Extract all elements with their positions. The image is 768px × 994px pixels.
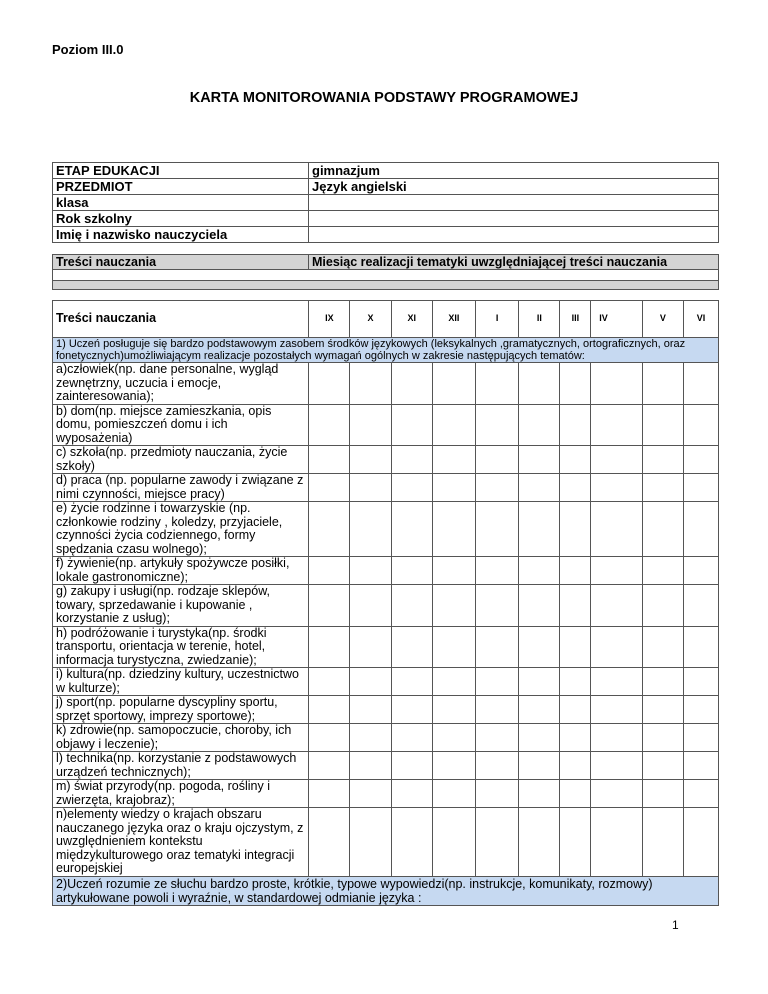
month-cell[interactable] xyxy=(309,363,350,405)
month-cell[interactable] xyxy=(350,780,391,808)
monitoring-table xyxy=(52,300,719,906)
month-header: VI xyxy=(683,301,718,338)
month-cell[interactable] xyxy=(683,474,718,502)
topic-text: d) praca (np. popularne zawody i związane z nimi czynności, miejsce pracy) xyxy=(53,474,309,502)
month-cell[interactable] xyxy=(350,363,391,405)
month-cell[interactable] xyxy=(519,363,560,405)
month-cell[interactable] xyxy=(591,502,642,557)
header-shade-bar xyxy=(53,281,719,290)
month-cell[interactable] xyxy=(476,474,519,502)
month-cell[interactable] xyxy=(642,752,683,780)
month-cell[interactable] xyxy=(519,474,560,502)
month-cell[interactable] xyxy=(683,696,718,724)
month-cell[interactable] xyxy=(309,404,350,446)
month-cell[interactable] xyxy=(560,808,591,877)
month-cell[interactable] xyxy=(519,502,560,557)
info-table xyxy=(52,162,719,243)
topic-row xyxy=(53,585,719,627)
topic-row xyxy=(53,696,719,724)
month-cell[interactable] xyxy=(432,557,475,585)
month-cell[interactable] xyxy=(642,808,683,877)
month-header: XII xyxy=(432,301,475,338)
topic-text: l) technika(np. korzystanie z podstawowych urządzeń technicznych); xyxy=(53,752,309,780)
month-cell[interactable] xyxy=(309,502,350,557)
info-row xyxy=(53,163,719,179)
document-title: KARTA MONITOROWANIA PODSTAWY PROGRAMOWEJ xyxy=(189,90,579,106)
month-cell[interactable] xyxy=(591,404,642,446)
month-cell[interactable] xyxy=(591,626,642,668)
month-cell[interactable] xyxy=(432,696,475,724)
month-cell[interactable] xyxy=(642,446,683,474)
month-cell[interactable] xyxy=(309,626,350,668)
month-cell[interactable] xyxy=(591,363,642,405)
month-cell[interactable] xyxy=(591,557,642,585)
month-cell[interactable] xyxy=(350,752,391,780)
topic-row xyxy=(53,557,719,585)
month-cell[interactable] xyxy=(683,668,718,696)
info-label: Rok szkolny xyxy=(53,211,309,227)
info-label: PRZEDMIOT xyxy=(53,179,309,195)
month-cell[interactable] xyxy=(350,724,391,752)
month-cell[interactable] xyxy=(350,626,391,668)
month-cell[interactable] xyxy=(642,557,683,585)
month-cell[interactable] xyxy=(476,724,519,752)
month-cell[interactable] xyxy=(476,502,519,557)
month-cell[interactable] xyxy=(642,668,683,696)
month-cell[interactable] xyxy=(350,446,391,474)
month-cell[interactable] xyxy=(476,696,519,724)
month-cell[interactable] xyxy=(350,668,391,696)
month-cell[interactable] xyxy=(591,446,642,474)
month-cell[interactable] xyxy=(683,446,718,474)
topic-row xyxy=(53,626,719,668)
info-label: klasa xyxy=(53,195,309,211)
month-cell[interactable] xyxy=(591,808,642,877)
month-cell[interactable] xyxy=(432,780,475,808)
month-cell[interactable] xyxy=(350,585,391,627)
topic-text: k) zdrowie(np. samopoczucie, choroby, ich objawy i leczenie); xyxy=(53,724,309,752)
month-cell[interactable] xyxy=(560,446,591,474)
month-header: V xyxy=(642,301,683,338)
month-cell[interactable] xyxy=(350,502,391,557)
info-value[interactable] xyxy=(309,195,719,211)
month-cell[interactable] xyxy=(350,808,391,877)
month-cell[interactable] xyxy=(560,502,591,557)
month-cell[interactable] xyxy=(560,585,591,627)
month-header: I xyxy=(476,301,519,338)
month-cell[interactable] xyxy=(350,696,391,724)
month-cell[interactable] xyxy=(476,363,519,405)
month-cell[interactable] xyxy=(560,363,591,405)
month-cell[interactable] xyxy=(560,752,591,780)
month-cell[interactable] xyxy=(683,557,718,585)
topic-text: h) podróżowanie i turystyka(np. środki transportu, orientacja w terenie, hotel, informacja turystyczna, zwiedzanie); xyxy=(53,626,309,668)
month-cell[interactable] xyxy=(391,696,432,724)
month-cell[interactable] xyxy=(476,808,519,877)
info-row xyxy=(53,195,719,211)
topic-text: n)elementy wiedzy o krajach obszaru nauczanego języka oraz o kraju ojczystym, z uwzględnieniem kontekstu międzykulturowego oraz tematyki integracji europejskiej xyxy=(53,808,309,877)
month-cell[interactable] xyxy=(642,724,683,752)
month-cell[interactable] xyxy=(432,724,475,752)
info-row xyxy=(53,227,719,243)
month-header: III xyxy=(560,301,591,338)
header-table xyxy=(52,254,719,290)
month-cell[interactable] xyxy=(432,668,475,696)
topic-text: j) sport(np. popularne dyscypliny sportu, sprzęt sportowy, imprezy sportowe); xyxy=(53,696,309,724)
month-cell[interactable] xyxy=(476,585,519,627)
month-cell[interactable] xyxy=(519,446,560,474)
month-cell[interactable] xyxy=(642,363,683,405)
info-row xyxy=(53,211,719,227)
level-label: Poziom III.0 xyxy=(52,42,124,57)
month-cell[interactable] xyxy=(391,557,432,585)
page-number: 1 xyxy=(672,918,679,932)
month-cell[interactable] xyxy=(309,557,350,585)
topic-row xyxy=(53,668,719,696)
month-cell[interactable] xyxy=(519,724,560,752)
topic-row xyxy=(53,474,719,502)
month-cell[interactable] xyxy=(350,474,391,502)
month-cell[interactable] xyxy=(591,585,642,627)
topic-text: c) szkoła(np. przedmioty nauczania, życie szkoły) xyxy=(53,446,309,474)
month-cell[interactable] xyxy=(432,626,475,668)
month-cell[interactable] xyxy=(591,696,642,724)
month-cell[interactable] xyxy=(309,474,350,502)
topic-text: b) dom(np. miejsce zamieszkania, opis domu, pomieszczeń domu i ich wyposażenia) xyxy=(53,404,309,446)
month-cell[interactable] xyxy=(309,668,350,696)
month-cell[interactable] xyxy=(391,404,432,446)
month-header: II xyxy=(519,301,560,338)
month-cell[interactable] xyxy=(350,557,391,585)
content-column-header: Treści nauczania xyxy=(53,301,309,338)
month-cell[interactable] xyxy=(391,474,432,502)
topic-text: g) zakupy i usługi(np. rodzaje sklepów, towary, sprzedawanie i kupowanie , korzystanie z usług); xyxy=(53,585,309,627)
month-cell[interactable] xyxy=(432,585,475,627)
month-cell[interactable] xyxy=(391,626,432,668)
month-cell[interactable] xyxy=(519,808,560,877)
month-cell[interactable] xyxy=(432,474,475,502)
month-cell[interactable] xyxy=(391,446,432,474)
month-cell[interactable] xyxy=(309,724,350,752)
month-cell[interactable] xyxy=(591,474,642,502)
month-cell[interactable] xyxy=(432,446,475,474)
month-cell[interactable] xyxy=(642,626,683,668)
month-cell[interactable] xyxy=(683,626,718,668)
month-cell[interactable] xyxy=(309,780,350,808)
month-cell[interactable] xyxy=(642,696,683,724)
month-cell[interactable] xyxy=(560,626,591,668)
month-cell[interactable] xyxy=(519,557,560,585)
month-cell[interactable] xyxy=(309,696,350,724)
month-cell[interactable] xyxy=(560,474,591,502)
month-cell[interactable] xyxy=(683,780,718,808)
month-cell[interactable] xyxy=(391,724,432,752)
month-cell[interactable] xyxy=(432,502,475,557)
month-cell[interactable] xyxy=(591,668,642,696)
month-cell[interactable] xyxy=(519,752,560,780)
month-cell[interactable] xyxy=(519,696,560,724)
month-header-row xyxy=(53,301,719,338)
month-cell[interactable] xyxy=(591,724,642,752)
month-cell[interactable] xyxy=(519,404,560,446)
month-cell[interactable] xyxy=(476,626,519,668)
month-cell[interactable] xyxy=(476,668,519,696)
info-value[interactable]: gimnazjum xyxy=(309,163,719,179)
topic-text: m) świat przyrody(np. pogoda, rośliny i zwierzęta, krajobraz); xyxy=(53,780,309,808)
month-cell[interactable] xyxy=(560,668,591,696)
month-cell[interactable] xyxy=(683,404,718,446)
month-cell[interactable] xyxy=(642,404,683,446)
topic-row xyxy=(53,780,719,808)
month-cell[interactable] xyxy=(642,585,683,627)
month-cell[interactable] xyxy=(309,446,350,474)
month-cell[interactable] xyxy=(560,404,591,446)
info-label: ETAP EDUKACJI xyxy=(53,163,309,179)
section-row xyxy=(53,338,719,363)
topic-row xyxy=(53,502,719,557)
info-row xyxy=(53,179,719,195)
month-cell[interactable] xyxy=(560,780,591,808)
section-1-text: 1) Uczeń posługuje się bardzo podstawowym zasobem środków językowych (leksykalnych ,gramatycznych, ortograficznych, oraz fonetycznych)umożliwiającym realizacje pozostałych wymagań ogólnych w zakresie następujących tematów: xyxy=(53,338,719,363)
month-cell[interactable] xyxy=(683,752,718,780)
info-value[interactable] xyxy=(309,227,719,243)
month-cell[interactable] xyxy=(519,626,560,668)
header-spacer xyxy=(53,270,719,281)
month-cell[interactable] xyxy=(519,668,560,696)
month-cell[interactable] xyxy=(476,752,519,780)
topic-text: i) kultura(np. dziedziny kultury, uczestnictwo w kulturze); xyxy=(53,668,309,696)
month-cell[interactable] xyxy=(391,668,432,696)
topic-row xyxy=(53,404,719,446)
info-value[interactable] xyxy=(309,211,719,227)
month-cell[interactable] xyxy=(476,557,519,585)
topic-text: a)człowiek(np. dane personalne, wygląd zewnętrzny, uczucia i emocje, zainteresowania); xyxy=(53,363,309,405)
month-cell[interactable] xyxy=(642,780,683,808)
section-row xyxy=(53,876,719,905)
month-cell[interactable] xyxy=(642,502,683,557)
month-cell[interactable] xyxy=(391,585,432,627)
month-cell[interactable] xyxy=(350,404,391,446)
month-cell[interactable] xyxy=(432,752,475,780)
month-cell[interactable] xyxy=(591,780,642,808)
month-cell[interactable] xyxy=(560,724,591,752)
month-cell[interactable] xyxy=(519,780,560,808)
month-header: XI xyxy=(391,301,432,338)
topic-row xyxy=(53,363,719,405)
month-cell[interactable] xyxy=(309,585,350,627)
month-cell[interactable] xyxy=(432,404,475,446)
month-cell[interactable] xyxy=(309,808,350,877)
month-cell[interactable] xyxy=(391,363,432,405)
header-month-label: Miesiąc realizacji tematyki uwzględniającej treści nauczania xyxy=(309,255,719,270)
month-cell[interactable] xyxy=(560,696,591,724)
month-cell[interactable] xyxy=(683,585,718,627)
month-cell[interactable] xyxy=(309,752,350,780)
month-header: IX xyxy=(309,301,350,338)
month-header: IV xyxy=(591,301,642,338)
month-cell[interactable] xyxy=(391,780,432,808)
month-cell[interactable] xyxy=(476,404,519,446)
topic-row xyxy=(53,724,719,752)
month-cell[interactable] xyxy=(642,474,683,502)
month-header: X xyxy=(350,301,391,338)
month-cell[interactable] xyxy=(391,752,432,780)
month-cell[interactable] xyxy=(391,502,432,557)
month-cell[interactable] xyxy=(519,585,560,627)
info-value[interactable]: Język angielski xyxy=(309,179,719,195)
month-cell[interactable] xyxy=(683,724,718,752)
month-cell[interactable] xyxy=(476,446,519,474)
month-cell[interactable] xyxy=(591,752,642,780)
month-cell[interactable] xyxy=(476,780,519,808)
topic-row xyxy=(53,808,719,877)
topic-row xyxy=(53,446,719,474)
month-cell[interactable] xyxy=(683,363,718,405)
topic-text: e) życie rodzinne i towarzyskie (np. członkowie rodziny , koledzy, przyjaciele, czynności życia codziennego, formy spędzania czasu wolnego); xyxy=(53,502,309,557)
header-content-label: Treści nauczania xyxy=(53,255,309,270)
topic-row xyxy=(53,752,719,780)
month-cell[interactable] xyxy=(683,808,718,877)
month-cell[interactable] xyxy=(683,502,718,557)
section-2-text: 2)Uczeń rozumie ze słuchu bardzo proste, krótkie, typowe wypowiedzi(np. instrukcje, komunikaty, rozmowy) artykułowane powoli i wyraźnie, w standardowej odmianie języka : xyxy=(53,876,719,905)
topic-text: f) żywienie(np. artykuły spożywcze posiłki, lokale gastronomiczne); xyxy=(53,557,309,585)
month-cell[interactable] xyxy=(560,557,591,585)
month-cell[interactable] xyxy=(432,808,475,877)
month-cell[interactable] xyxy=(432,363,475,405)
month-cell[interactable] xyxy=(391,808,432,877)
info-label: Imię i nazwisko nauczyciela xyxy=(53,227,309,243)
